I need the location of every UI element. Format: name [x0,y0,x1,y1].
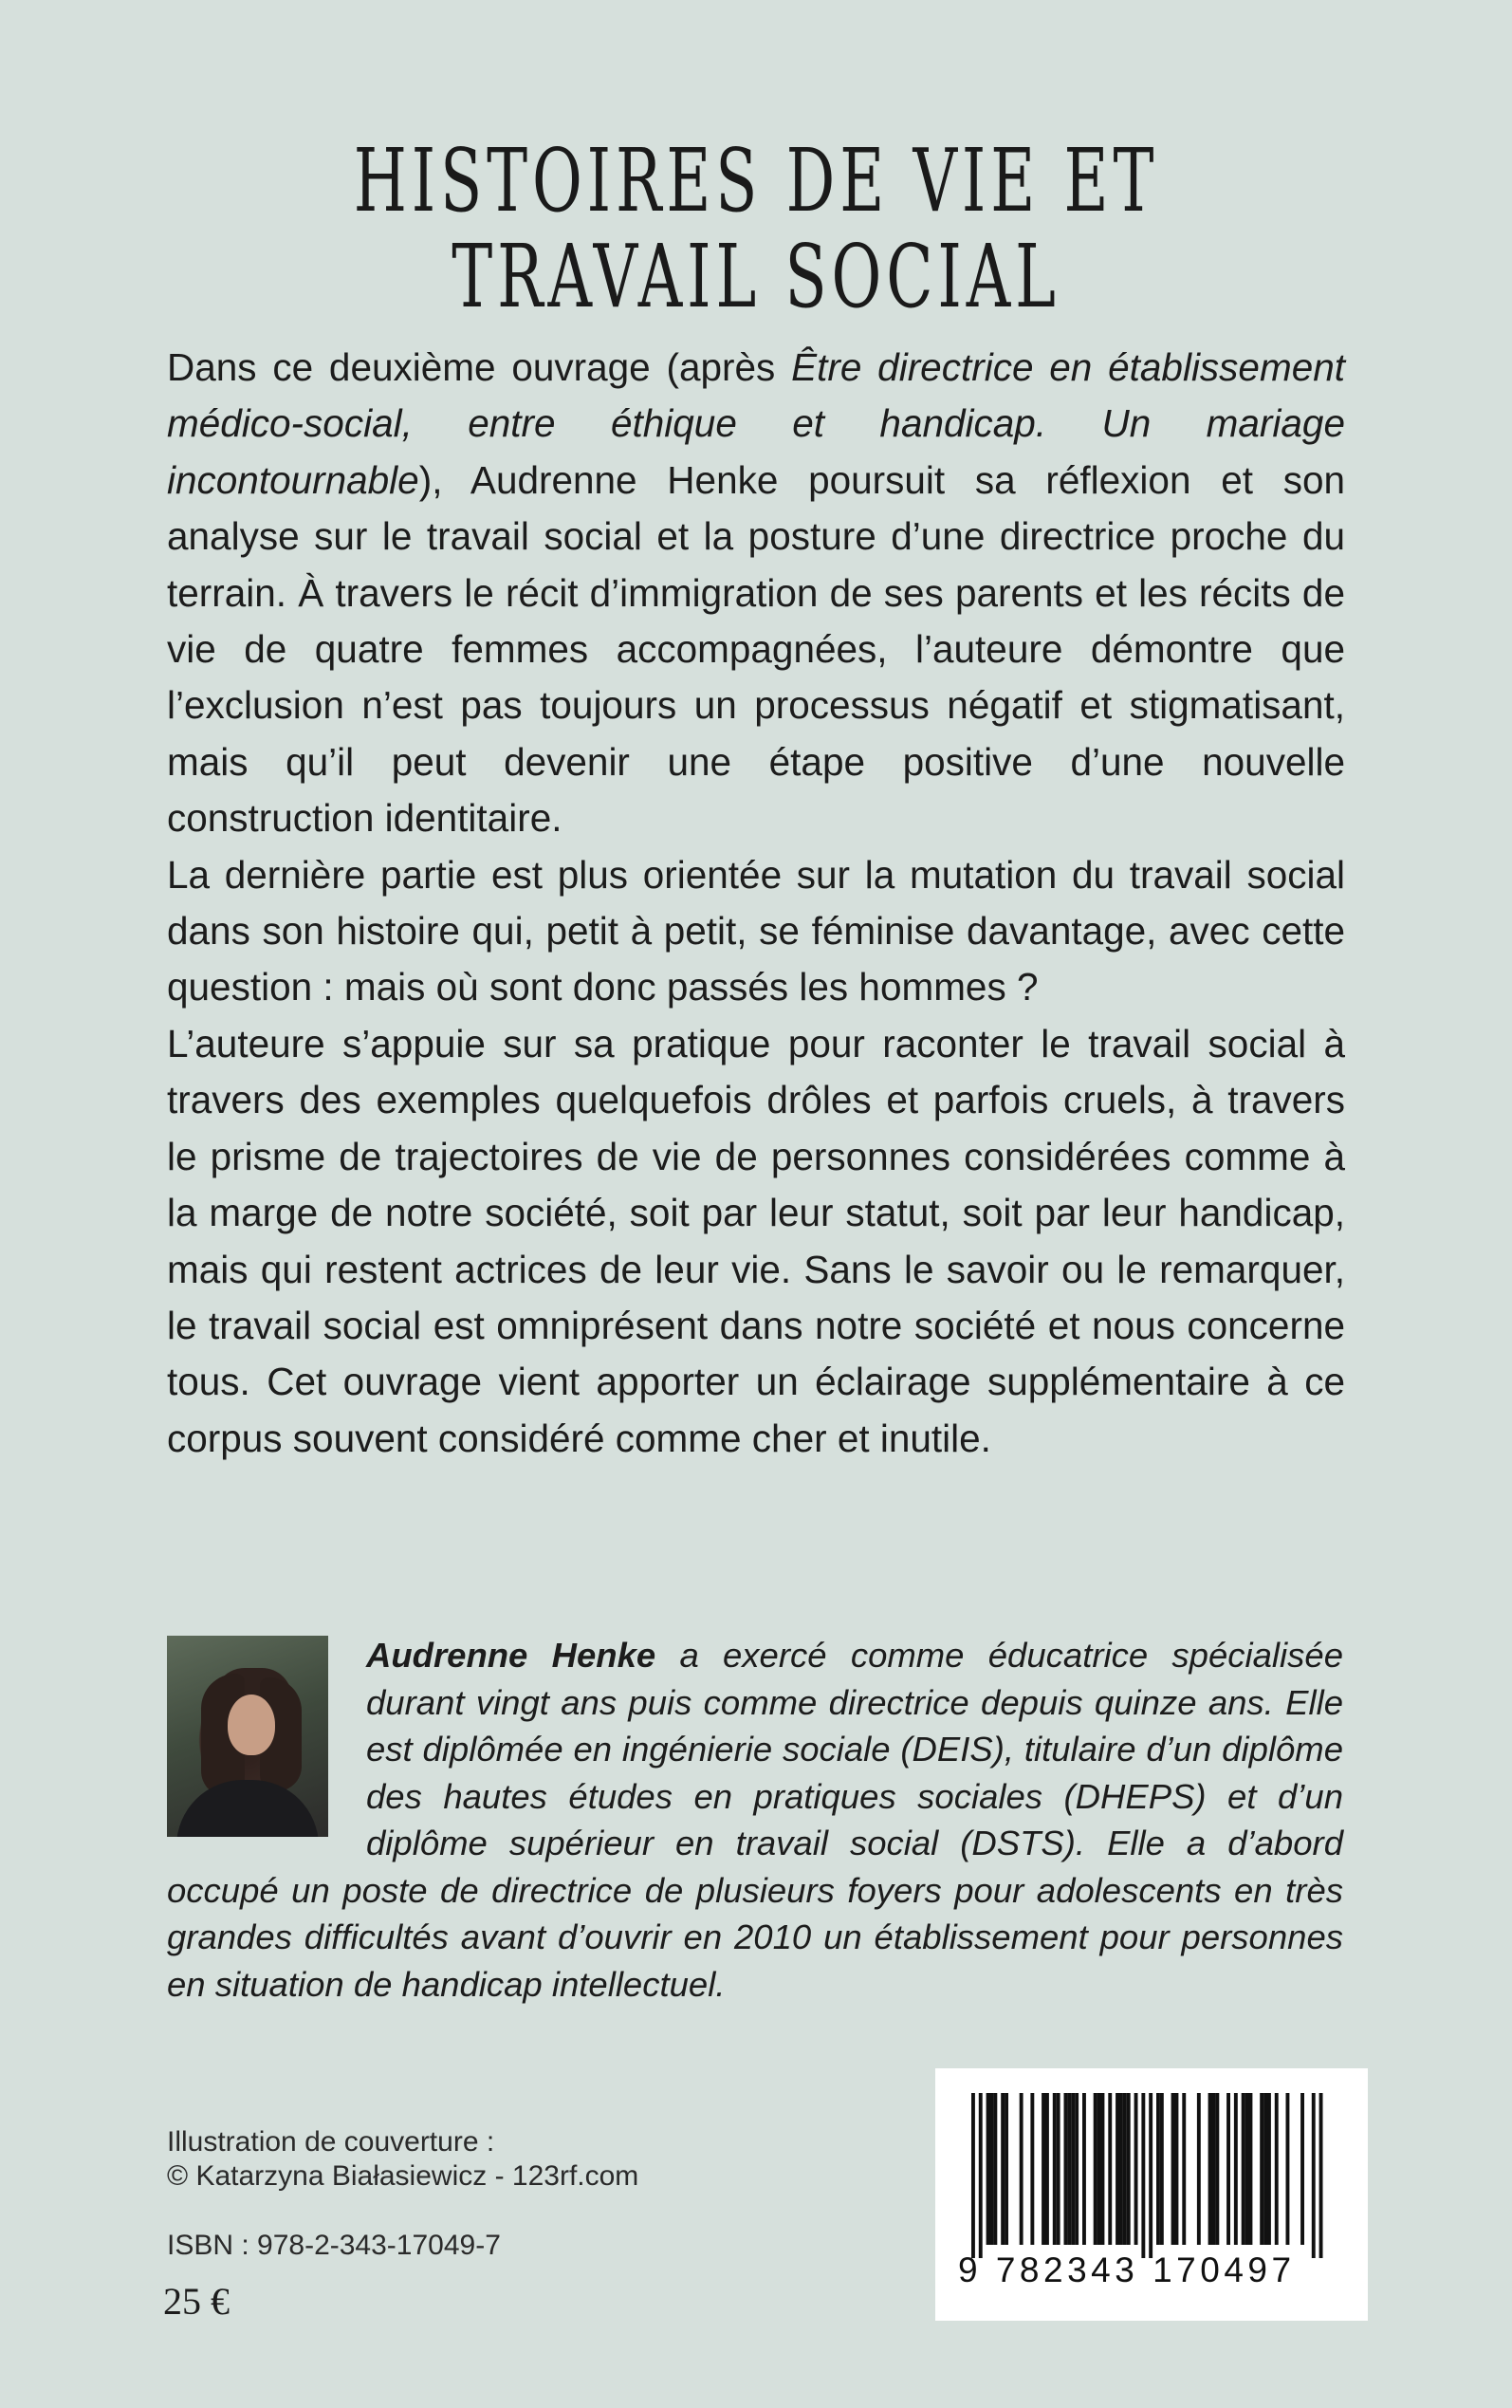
credit-label: Illustration de couverture : [167,2126,495,2158]
barcode-bar [1171,2093,1175,2245]
barcode-bar [1226,2093,1230,2245]
barcode-bar [1116,2093,1119,2245]
barcode-bar [1300,2093,1304,2245]
author-biography [167,1632,1343,2008]
barcode-bar [1020,2093,1023,2245]
previous-book-title: Être directrice en établissement médico-social, entre éthique et handicap. Un mariage incontournable [167,345,1345,502]
barcode-bar [1094,2093,1097,2245]
barcode-bar [1234,2093,1238,2245]
barcode-bar [993,2093,997,2245]
barcode-bar [1005,2093,1008,2245]
barcode-bar [1067,2093,1071,2245]
barcode-bar [986,2093,990,2245]
barcode-bar [1042,2093,1045,2245]
description-intro: Dans ce deuxième ouvrage (après [167,345,792,389]
barcode-bar [1182,2093,1186,2245]
barcode-bar [1053,2093,1057,2245]
barcode-bar [1267,2093,1271,2245]
barcode-bar [1119,2093,1123,2245]
barcode-bar [1001,2093,1005,2245]
barcode-bar [1175,2093,1179,2245]
description-paragraph-1 [167,340,1345,847]
description-paragraph-3: L’auteure s’appuie sur sa pratique pour raconter le travail social à travers des exemples quelquefois drôles et parfois cruels, à travers le prisme de trajectoires de vie de personnes considérées comme à la marge de notre société, soit par leur statut, soit par leur handicap, mais qui restent actrices de leur vie. Sans le savoir ou le remarquer, le travail social est omniprésent dans notre société et nous concerne tous. Cet ouvrage vient apporter un éclairage supplémentaire à ce corpus souvent considéré comme cher et inutile. [167,1021,1345,1460]
description-continued: ), Audrenne Henke poursuit sa réflexion et son analyse sur le travail social et la posture d’une directrice proche du terrain. À travers le récit d’immigration de ses parents et les récits de vie de quatre femmes accompagnées, l’auteure démontre que l’exclusion n’est pas toujours un processus négatif et stigmatisant, mais qu’il peut devenir une étape positive d’une nouvelle construction identitaire. [167,457,1345,841]
barcode-bar [1101,2093,1105,2245]
back-cover-description [167,340,1345,1467]
barcode-bar [1082,2093,1086,2245]
barcode-bar [1097,2093,1101,2245]
barcode-bar [1312,2093,1316,2258]
barcode-bar [1141,2093,1145,2258]
barcode-bar [1249,2093,1253,2245]
barcode-bar [1275,2093,1279,2245]
barcode-number: 9 782343 170497 [958,2251,1296,2289]
barcode-bar [1071,2093,1075,2245]
description-paragraph-2: La dernière partie est plus orientée sur la mutation du travail social dans son histoire qui, petit à petit, se féminise davantage, avec cette question : mais où sont donc passés les hommes ? [167,852,1345,1010]
cover-illustration-credit [167,2125,638,2194]
barcode-bar [1057,2093,1060,2245]
barcode-bar [979,2093,983,2258]
credit-source: © Katarzyna Białasiewicz - 123rf.com [167,2160,639,2192]
author-bio-text: a exercé comme éducatrice spécialisée durant vingt ans puis comme directrice depuis quinze ans. Elle est diplômée en ingénierie sociale (DEIS), titulaire d’un diplôme des hautes études en pratiques sociales (DHEPS) et d’un diplôme supérieur en travail social (DSTS). Elle a d’abord occupé un poste de directrice de plusieurs foyers pour adolescents en très grandes difficultés avant d’ouvrir en 2010 un établissement pour personnes en situation de handicap intellectuel. [167,1636,1343,2004]
barcode-bar [1263,2093,1267,2245]
barcode-bar [1134,2093,1138,2245]
barcode-bar [1208,2093,1212,2245]
barcode-bar [990,2093,994,2245]
author-photo [167,1636,328,1837]
barcode-bar [1156,2093,1160,2245]
barcode-bar [1319,2093,1323,2258]
barcode-bar [1064,2093,1068,2245]
isbn: ISBN : 978-2-343-17049-7 [167,2230,501,2261]
barcode-bar [1127,2093,1131,2245]
barcode-bar [1212,2093,1216,2245]
barcode-bar [971,2093,975,2258]
barcode [935,2068,1368,2321]
barcode-bar [1075,2093,1079,2245]
barcode-bar [1242,2093,1245,2245]
barcode-bar [1260,2093,1263,2245]
barcode-bar [1149,2093,1152,2258]
barcode-bar [1030,2093,1034,2245]
author-name: Audrenne Henke [366,1636,656,1675]
barcode-bar [1045,2093,1049,2245]
barcode-bar [1197,2093,1201,2245]
barcode-bar [1245,2093,1249,2245]
barcode-bar [1286,2093,1290,2245]
barcode-bar [1160,2093,1164,2245]
book-title: HISTOIRES DE VIE ET TRAVAIL SOCIAL [353,130,1159,328]
barcode-bar [1123,2093,1127,2245]
price: 25 € [163,2280,230,2323]
barcode-bar [1108,2093,1112,2245]
barcode-bar [1215,2093,1219,2245]
